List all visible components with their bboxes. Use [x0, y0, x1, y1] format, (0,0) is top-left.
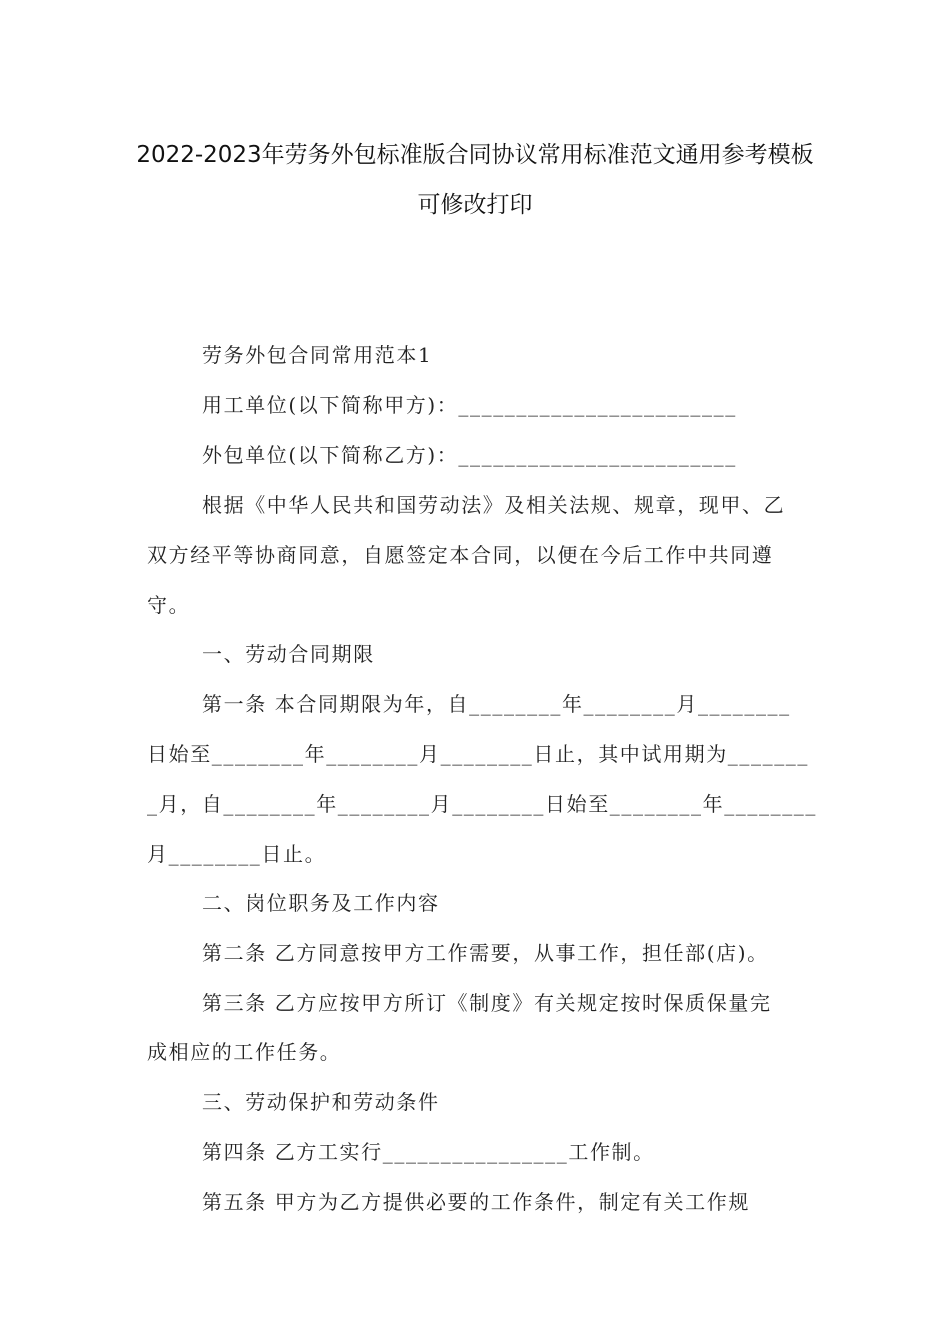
section-heading: 二、岗位职务及工作内容	[202, 891, 440, 915]
paragraph-line: 守。	[147, 593, 191, 617]
article-line: 第三条 乙方应按甲方所订《制度》有关规定按时保质保量完	[202, 991, 772, 1015]
article-line: _月，自________年________月________日始至________年________	[147, 792, 817, 816]
article-line: 第二条 乙方同意按甲方工作需要，从事工作，担任部(店)。	[202, 941, 769, 965]
party-b-field: 外包单位(以下简称乙方)：________________________	[202, 443, 737, 467]
section-heading: 三、劳动保护和劳动条件	[202, 1090, 440, 1114]
section-heading: 一、劳动合同期限	[202, 642, 375, 666]
article-line: 月________日止。	[147, 842, 327, 866]
article-line: 第一条 本合同期限为年，自________年________月________	[202, 692, 791, 716]
document-title: 2022-2023年劳务外包标准版合同协议常用标准范文通用参考模板	[136, 142, 814, 168]
article-line: 第五条 甲方为乙方提供必要的工作条件，制定有关工作规	[202, 1190, 750, 1214]
article-line: 第四条 乙方工实行________________工作制。	[202, 1140, 655, 1164]
document-title-continued: 可修改打印	[417, 192, 533, 218]
paragraph-line: 双方经平等协商同意，自愿签定本合同，以便在今后工作中共同遵	[147, 543, 774, 567]
article-line: 成相应的工作任务。	[147, 1040, 342, 1064]
party-a-field: 用工单位(以下简称甲方)：________________________	[202, 393, 737, 417]
article-line: 日始至________年________月________日止，其中试用期为_______	[147, 742, 809, 766]
section-heading: 劳务外包合同常用范本1	[202, 343, 433, 367]
paragraph-line: 根据《中华人民共和国劳动法》及相关法规、规章，现甲、乙	[202, 493, 786, 517]
